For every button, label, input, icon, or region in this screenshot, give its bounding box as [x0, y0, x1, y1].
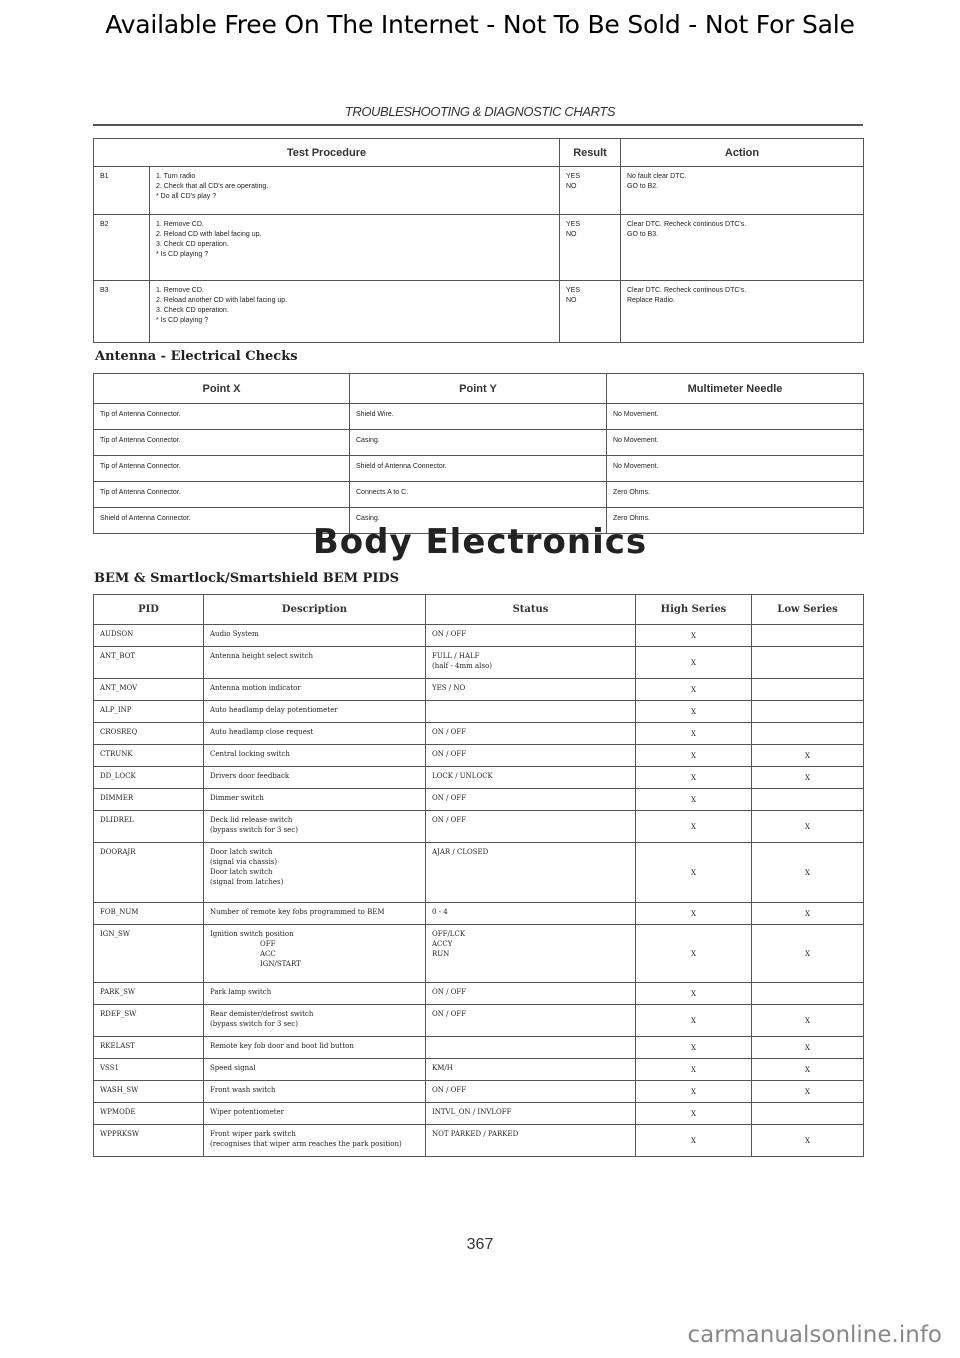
point-x-cell: Shield of Antenna Connector. [94, 508, 350, 534]
low-series-cell [752, 625, 864, 647]
table-row [94, 723, 864, 745]
section-title: Body Electronics [312, 522, 648, 562]
table-row [94, 1081, 864, 1103]
high-series-cell: X [636, 625, 752, 647]
table-row [94, 1005, 864, 1037]
status-cell: AJAR / CLOSED [426, 843, 636, 903]
low-series-cell: X [752, 1005, 864, 1037]
table-row [94, 1059, 864, 1081]
low-series-cell [752, 647, 864, 679]
table-row [94, 1037, 864, 1059]
column-header: High Series [636, 595, 752, 625]
status-cell: LOCK / UNLOCK [426, 767, 636, 789]
column-header: PID [94, 595, 204, 625]
table-row [94, 811, 864, 843]
title-divider [93, 124, 863, 126]
low-series-cell [752, 1103, 864, 1125]
pid-cell: WPMODE [94, 1103, 204, 1125]
needle-cell: No Movement. [607, 430, 864, 456]
description-cell: Drivers door feedback [204, 767, 426, 789]
status-cell: ON / OFF [426, 789, 636, 811]
high-series-cell: X [636, 1005, 752, 1037]
pid-cell: DD_LOCK [94, 767, 204, 789]
table-row [94, 482, 864, 508]
status-cell: ON / OFF [426, 745, 636, 767]
high-series-cell: X [636, 789, 752, 811]
antenna-checks-table [93, 373, 864, 534]
high-series-cell: X [636, 811, 752, 843]
low-series-cell: X [752, 745, 864, 767]
description-cell: Speed signal [204, 1059, 426, 1081]
step-id: B3 [94, 281, 150, 343]
table-row [94, 789, 864, 811]
column-header: Low Series [752, 595, 864, 625]
pid-cell: WASH_SW [94, 1081, 204, 1103]
column-header: Action [621, 139, 864, 167]
column-header: Point X [94, 374, 350, 404]
high-series-cell: X [636, 679, 752, 701]
low-series-cell: X [752, 1081, 864, 1103]
low-series-cell: X [752, 767, 864, 789]
high-series-cell: X [636, 903, 752, 925]
needle-cell: No Movement. [607, 456, 864, 482]
table-row [94, 215, 864, 281]
pid-cell: FOB_NUM [94, 903, 204, 925]
low-series-cell: X [752, 843, 864, 903]
step-action: Clear DTC. Recheck continous DTC's. Replace Radio. [621, 281, 864, 343]
point-x-cell: Tip of Antenna Connector. [94, 482, 350, 508]
column-header: Status [426, 595, 636, 625]
step-result: YES NO [560, 281, 621, 343]
step-id: B2 [94, 215, 150, 281]
description-cell: Rear demister/defrost switch (bypass switch for 3 sec) [204, 1005, 426, 1037]
pid-cell: IGN_SW [94, 925, 204, 983]
description-cell: Antenna height select switch [204, 647, 426, 679]
high-series-cell: X [636, 983, 752, 1005]
table-row [94, 1103, 864, 1125]
table-row [94, 625, 864, 647]
table-row [94, 903, 864, 925]
high-series-cell: X [636, 745, 752, 767]
status-cell: NOT PARKED / PARKED [426, 1125, 636, 1157]
point-x-cell: Tip of Antenna Connector. [94, 404, 350, 430]
pid-cell: RKELAST [94, 1037, 204, 1059]
pid-cell: RDEF_SW [94, 1005, 204, 1037]
status-cell: ON / OFF [426, 811, 636, 843]
status-cell: ON / OFF [426, 1005, 636, 1037]
step-result: YES NO [560, 215, 621, 281]
status-cell: ON / OFF [426, 983, 636, 1005]
table-header-row [94, 595, 864, 625]
description-cell: Dimmer switch [204, 789, 426, 811]
step-procedure: 1. Remove CD. 2. Reload another CD with label facing up. 3. Check CD operation. * Is CD playing ? [150, 281, 560, 343]
table-header-row [94, 139, 864, 167]
low-series-cell [752, 701, 864, 723]
column-header: Result [560, 139, 621, 167]
low-series-cell [752, 679, 864, 701]
description-cell: Antenna motion indicator [204, 679, 426, 701]
description-cell: Front wash switch [204, 1081, 426, 1103]
pid-cell: ALP_INP [94, 701, 204, 723]
bem-section-heading: BEM & Smartlock/Smartshield BEM PIDS [94, 571, 400, 586]
antenna-section-heading: Antenna - Electrical Checks [95, 349, 298, 364]
step-action: Clear DTC. Recheck continous DTC's. GO to B3. [621, 215, 864, 281]
point-y-cell: Casing. [350, 508, 607, 534]
description-cell: Front wiper park switch (recognises that wiper arm reaches the park position) [204, 1125, 426, 1157]
status-cell [426, 1037, 636, 1059]
description-cell: Ignition switch position OFF ACC IGN/START [204, 925, 426, 983]
pid-cell: ANT_MOV [94, 679, 204, 701]
step-id: B1 [94, 167, 150, 215]
table-row [94, 404, 864, 430]
low-series-cell: X [752, 1125, 864, 1157]
table-row [94, 456, 864, 482]
table-header-row [94, 374, 864, 404]
status-cell: ON / OFF [426, 1081, 636, 1103]
top-banner: Available Free On The Internet - Not To Be Sold - Not For Sale [105, 10, 855, 39]
point-x-cell: Tip of Antenna Connector. [94, 456, 350, 482]
high-series-cell: X [636, 843, 752, 903]
table-row [94, 1125, 864, 1157]
bem-pid-table [93, 594, 864, 1157]
low-series-cell [752, 789, 864, 811]
status-cell: INTVL_ON / INVLOFF [426, 1103, 636, 1125]
status-cell: OFF/LCK ACCY RUN [426, 925, 636, 983]
point-x-cell: Tip of Antenna Connector. [94, 430, 350, 456]
status-cell: YES / NO [426, 679, 636, 701]
high-series-cell: X [636, 647, 752, 679]
column-header: Description [204, 595, 426, 625]
needle-cell: Zero Ohms. [607, 482, 864, 508]
test-procedure-table [93, 138, 864, 343]
high-series-cell: X [636, 701, 752, 723]
high-series-cell: X [636, 1059, 752, 1081]
table-row [94, 647, 864, 679]
description-cell: Auto headlamp close request [204, 723, 426, 745]
point-y-cell: Shield Wire. [350, 404, 607, 430]
column-header: Point Y [350, 374, 607, 404]
table-row [94, 167, 864, 215]
low-series-cell [752, 983, 864, 1005]
table-row [94, 745, 864, 767]
step-procedure: 1. Remove CD. 2. Reload CD with label facing up. 3. Check CD operation. * Is CD playing ? [150, 215, 560, 281]
description-cell: Park lamp switch [204, 983, 426, 1005]
pid-cell: DOORAJR [94, 843, 204, 903]
needle-cell: Zero Ohms. [607, 508, 864, 534]
pid-cell: PARK_SW [94, 983, 204, 1005]
high-series-cell: X [636, 723, 752, 745]
description-cell: Number of remote key fobs programmed to BEM [204, 903, 426, 925]
column-header: Multimeter Needle [607, 374, 864, 404]
status-cell: FULL / HALF (half - 4mm also) [426, 647, 636, 679]
needle-cell: No Movement. [607, 404, 864, 430]
description-cell: Audio System [204, 625, 426, 647]
step-procedure: 1. Turn radio 2. Check that all CD's are operating. * Do all CD's play ? [150, 167, 560, 215]
description-cell: Auto headlamp delay potentiometer [204, 701, 426, 723]
pid-cell: CTRUNK [94, 745, 204, 767]
page-number: 367 [466, 1236, 494, 1253]
point-y-cell: Casing. [350, 430, 607, 456]
low-series-cell: X [752, 925, 864, 983]
table-row [94, 679, 864, 701]
table-row [94, 843, 864, 903]
footer-watermark: carmanualsonline.info [687, 1322, 942, 1348]
low-series-cell: X [752, 811, 864, 843]
document-title: TROUBLESHOOTING & DIAGNOSTIC CHARTS [344, 104, 616, 119]
status-cell: ON / OFF [426, 625, 636, 647]
table-row [94, 983, 864, 1005]
point-y-cell: Shield of Antenna Connector. [350, 456, 607, 482]
status-cell [426, 701, 636, 723]
pid-cell: WPPRKSW [94, 1125, 204, 1157]
table-row [94, 281, 864, 343]
pid-cell: DLIDREL [94, 811, 204, 843]
low-series-cell [752, 723, 864, 745]
description-cell: Deck lid release switch (bypass switch for 3 sec) [204, 811, 426, 843]
status-cell: KM/H [426, 1059, 636, 1081]
description-cell: Wiper potentiometer [204, 1103, 426, 1125]
pid-cell: VSS1 [94, 1059, 204, 1081]
table-row [94, 767, 864, 789]
low-series-cell: X [752, 903, 864, 925]
table-row [94, 925, 864, 983]
low-series-cell: X [752, 1037, 864, 1059]
high-series-cell: X [636, 1081, 752, 1103]
pid-cell: DIMMER [94, 789, 204, 811]
step-action: No fault clear DTC. GO to B2. [621, 167, 864, 215]
pid-cell: AUDSON [94, 625, 204, 647]
status-cell: 0 - 4 [426, 903, 636, 925]
high-series-cell: X [636, 1125, 752, 1157]
high-series-cell: X [636, 767, 752, 789]
high-series-cell: X [636, 1103, 752, 1125]
high-series-cell: X [636, 1037, 752, 1059]
pid-cell: CROSREQ [94, 723, 204, 745]
description-cell: Door latch switch (signal via chassis) Door latch switch (signal from latches) [204, 843, 426, 903]
status-cell: ON / OFF [426, 723, 636, 745]
description-cell: Central locking switch [204, 745, 426, 767]
description-cell: Remote key fob door and boot lid button [204, 1037, 426, 1059]
step-result: YES NO [560, 167, 621, 215]
table-row [94, 701, 864, 723]
pid-cell: ANT_BOT [94, 647, 204, 679]
table-row [94, 430, 864, 456]
point-y-cell: Connects A to C. [350, 482, 607, 508]
high-series-cell: X [636, 925, 752, 983]
low-series-cell: X [752, 1059, 864, 1081]
column-header: Test Procedure [94, 139, 560, 167]
